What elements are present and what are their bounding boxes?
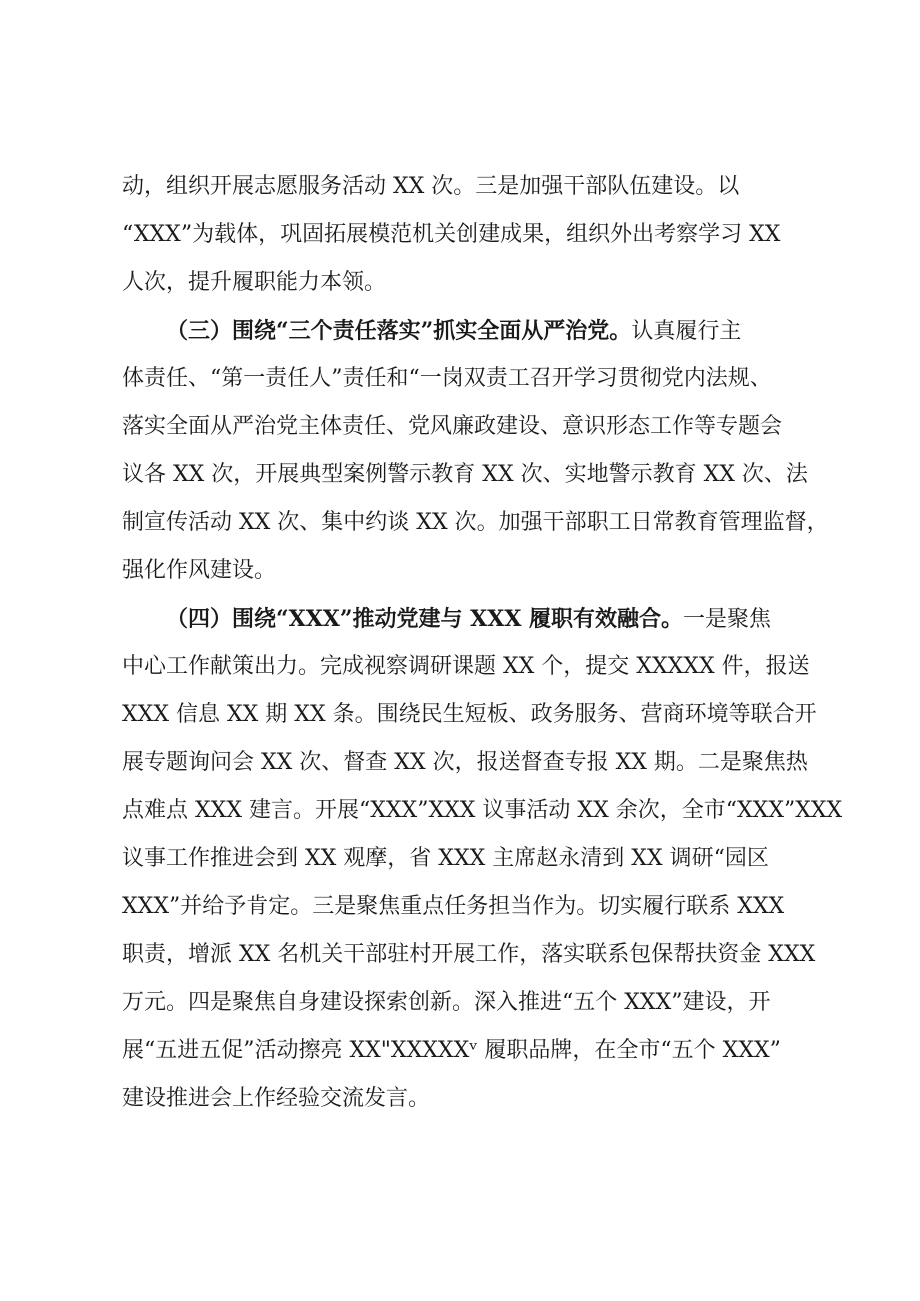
text-line: 建设推进会上作经验交流发言。 [122, 1086, 431, 1111]
text-line: “XXX”为载体，巩固拓展模范机关创建成果，组织外出考察学习 XX [122, 222, 781, 247]
text-line: 展“五进五促”活动擦亮 XX"XXXXXᵛ 履职品牌，在全市“五个 XXX” [122, 1038, 781, 1063]
text-line: 职责，增派 XX 名机关干部驻村开展工作，落实联系包保帮扶资金 XXX [122, 942, 816, 967]
text-line: 点难点 XXX 建言。开展“XXX”XXX 议事活动 XX 余次，全市“XXX”XXX [122, 798, 843, 823]
text-line: 强化作风建设。 [122, 558, 277, 583]
text-line: XXX 信息 XX 期 XX 条。围绕民生短板、政务服务、营商环境等联合开 [122, 702, 817, 727]
text-line: 落实全面从严治党主体责任、党风廉政建设、意识形态工作等专题会 [122, 414, 783, 439]
text-line: 议各 XX 次，开展典型案例警示教育 XX 次、实地警示教育 XX 次、法 [122, 462, 808, 487]
text-line: 万元。四是聚焦自身建设探索创新。深入推进“五个 XXX”建设，开 [122, 990, 771, 1015]
text-line: 体责任、“第一责任人”责任和“一岗双责工召开学习贯彻党内法规、 [122, 366, 772, 391]
text-line: XXX”并给予肯定。三是聚焦重点任务担当作为。切实履行联系 XXX [122, 894, 785, 919]
section-four-first-line [166, 604, 771, 635]
section-four-first-rest: 一是聚焦 [683, 607, 772, 632]
section-three-first-line [166, 316, 741, 347]
text-line: 人次，提升履职能力本领。 [122, 270, 387, 295]
text-line: 中心工作献策出力。完成视察调研课题 XX 个，提交 XXXXX 件，报送 [122, 654, 810, 679]
text-line: 展专题询问会 XX 次、督查 XX 次，报送督查专报 XX 期。二是聚焦热 [122, 750, 808, 775]
text-line: 制宣传活动 XX 次、集中约谈 XX 次。加强干部职工日常教育管理监督， [122, 510, 829, 535]
text-line: 议事工作推进会到 XX 观摩，省 XXX 主席赵永清到 XX 调研“园区 [122, 846, 769, 871]
section-three-first-rest: 认真履行主 [631, 319, 742, 344]
text-line: 动，组织开展志愿服务活动 XX 次。三是加强干部队伍建设。以 [122, 174, 740, 199]
section-four-heading: （四）围绕“XXX”推动党建与 XXX 履职有效融合。 [166, 606, 684, 632]
section-three-heading: （三）围绕“三个责任落实”抓实全面从严治党。 [166, 318, 632, 344]
